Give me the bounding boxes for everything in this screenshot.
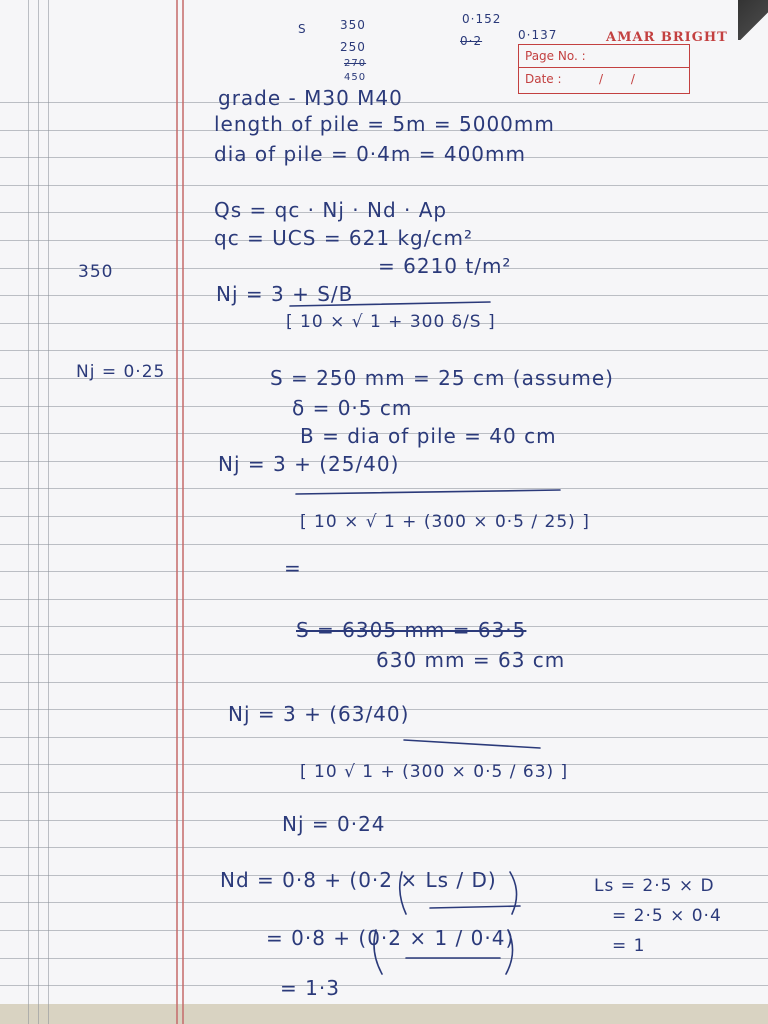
nj-second-denominator: [ 10 √ 1 + (300 × 0·5 / 63) ] <box>300 762 569 782</box>
ls-definition: Ls = 2·5 × D <box>594 876 715 896</box>
date-value: / / <box>599 72 647 86</box>
scratch-350: 350 <box>340 18 366 32</box>
date-label: Date : <box>525 72 562 86</box>
paren-left <box>374 930 382 974</box>
nj-definition-denominator: [ 10 × √ 1 + 300 δ/S ] <box>286 312 496 332</box>
qs-formula: Qs = qc · Nj · Nd · Ap <box>214 198 448 222</box>
nd-formula: Nd = 0·8 + (0·2 × Ls / D) <box>220 868 497 892</box>
equals-sign: = <box>284 556 302 580</box>
grade-line: grade - M30 M40 <box>218 86 403 110</box>
scratch-s: S <box>298 22 307 36</box>
length-line: length of pile = 5m = 5000mm <box>214 112 555 136</box>
scratch-250: 250 <box>340 40 366 54</box>
ls-result: = 1 <box>612 936 646 956</box>
scratch-270: 270 <box>344 58 367 69</box>
fraction-bar <box>430 906 520 908</box>
b-line: B = dia of pile = 40 cm <box>300 424 557 448</box>
fraction-bar <box>290 302 490 306</box>
nj-definition: Nj = 3 + S/B <box>216 282 354 306</box>
spacing-assumed: S = 250 mm = 25 cm (assume) <box>270 366 614 390</box>
spacing-revised: 630 mm = 63 cm <box>376 648 566 672</box>
margin-350: 350 <box>78 262 114 282</box>
nj-second-calc: Nj = 3 + (63/40) <box>228 702 410 726</box>
page-no-label: Page No. : <box>525 49 586 63</box>
fraction-bar <box>404 740 540 748</box>
scratch-0152: 0·152 <box>462 12 502 26</box>
margin-nj-result: Nj = 0·25 <box>76 362 166 382</box>
delta-line: δ = 0·5 cm <box>292 396 413 420</box>
dia-line: dia of pile = 0·4m = 400mm <box>214 142 526 166</box>
nj-second-result: Nj = 0·24 <box>282 812 386 836</box>
qc-converted: = 6210 t/m² <box>378 254 512 278</box>
qc-line: qc = UCS = 621 kg/cm² <box>214 226 473 250</box>
paren-left <box>400 872 406 914</box>
paren-right <box>506 930 513 974</box>
scratch-0137: 0·137 <box>518 28 558 42</box>
nd-result: = 1·3 <box>280 976 340 1000</box>
nj-substitution: Nj = 3 + (25/40) <box>218 452 400 476</box>
paren-right <box>510 872 517 914</box>
spacing-struck: S = 6305 mm = 63·5 <box>296 618 527 642</box>
brand-logo: AMAR BRIGHT <box>606 30 728 45</box>
nd-substitution: = 0·8 + (0·2 × 1 / 0·4) <box>266 926 515 950</box>
nj-substitution-denominator: [ 10 × √ 1 + (300 × 0·5 / 25) ] <box>300 512 590 532</box>
ls-substitution: = 2·5 × 0·4 <box>612 906 722 926</box>
scratch-450: 450 <box>344 72 367 83</box>
fraction-bar <box>296 490 560 494</box>
scratch-02: 0·2 <box>460 34 483 48</box>
